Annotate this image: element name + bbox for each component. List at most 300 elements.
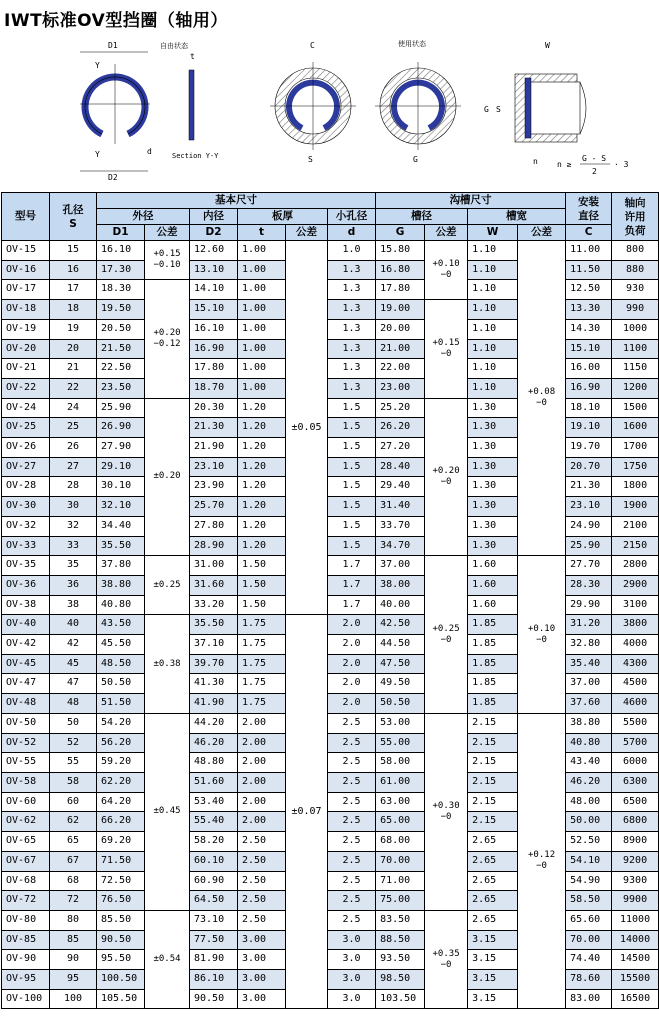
small-hole-cell: 1.5 (328, 398, 376, 418)
t-cell: 1.20 (238, 497, 286, 517)
load-cell: 9300 (612, 871, 659, 891)
c-cell: 43.40 (566, 753, 612, 773)
d1-cell: 62.20 (97, 772, 145, 792)
model-cell: OV-40 (2, 615, 50, 635)
g-cell: 25.20 (376, 398, 425, 418)
hole-cell: 15 (50, 241, 97, 261)
load-cell: 8900 (612, 832, 659, 852)
y-label-bottom: Y (95, 150, 100, 159)
model-cell: OV-52 (2, 733, 50, 753)
load-cell: 14500 (612, 950, 659, 970)
w-cell: 3.15 (468, 970, 518, 990)
g-label: G (413, 155, 418, 164)
hole-cell: 35 (50, 556, 97, 576)
formula-suffix: · 3 (614, 160, 629, 169)
t-cell: 1.00 (238, 300, 286, 320)
d1-cell: 32.10 (97, 497, 145, 517)
load-cell: 1150 (612, 359, 659, 379)
d2-cell: 86.10 (190, 970, 238, 990)
header-d2: D2 (190, 225, 238, 241)
header-groove-dia: 槽径 (376, 209, 468, 225)
d1-cell: 40.80 (97, 595, 145, 615)
g-cell: 47.50 (376, 654, 425, 674)
small-hole-cell: 1.3 (328, 359, 376, 379)
c-label: C (310, 41, 315, 50)
w-cell: 2.65 (468, 891, 518, 911)
d2-cell: 20.30 (190, 398, 238, 418)
model-cell: OV-38 (2, 595, 50, 615)
c-cell: 58.50 (566, 891, 612, 911)
page-title: IWT标准OV型挡圈（轴用） (4, 11, 228, 31)
load-cell: 16500 (612, 989, 659, 1009)
w-cell: 1.10 (468, 339, 518, 359)
t-cell: 1.75 (238, 654, 286, 674)
load-cell: 4300 (612, 654, 659, 674)
d1-cell: 35.50 (97, 536, 145, 556)
d2-cell: 90.50 (190, 989, 238, 1009)
w-cell: 1.85 (468, 694, 518, 714)
t-cell: 2.50 (238, 851, 286, 871)
header-t: t (238, 225, 286, 241)
w-cell: 1.10 (468, 300, 518, 320)
technical-drawing (0, 34, 659, 186)
header-tol1: 公差 (145, 225, 190, 241)
d2-cell: 53.40 (190, 792, 238, 812)
header-inner: 内径 (190, 209, 238, 225)
g-cell: 16.80 (376, 260, 425, 280)
c-cell: 37.00 (566, 674, 612, 694)
load-cell: 6000 (612, 753, 659, 773)
small-hole-cell: 1.5 (328, 516, 376, 536)
thickness-tolerance-cell: ±0.05 (286, 241, 328, 615)
load-cell: 3800 (612, 615, 659, 635)
small-hole-cell: 3.0 (328, 989, 376, 1009)
c-cell: 46.20 (566, 772, 612, 792)
hole-cell: 30 (50, 497, 97, 517)
load-cell: 5700 (612, 733, 659, 753)
header-groove: 沟槽尺寸 (376, 193, 566, 209)
d1-cell: 85.50 (97, 910, 145, 930)
w-cell: 2.65 (468, 851, 518, 871)
w-cell: 1.10 (468, 319, 518, 339)
hole-cell: 80 (50, 910, 97, 930)
d1-cell: 25.90 (97, 398, 145, 418)
g-cell: 27.20 (376, 438, 425, 458)
table-row (2, 713, 659, 733)
groove-tolerance-cell: +0.25 −0 (425, 556, 468, 714)
model-cell: OV-36 (2, 575, 50, 595)
model-cell: OV-95 (2, 970, 50, 990)
g-cell: 33.70 (376, 516, 425, 536)
d1-cell: 20.50 (97, 319, 145, 339)
c-cell: 37.60 (566, 694, 612, 714)
load-cell: 1600 (612, 418, 659, 438)
load-cell: 4000 (612, 635, 659, 655)
d2-cell: 37.10 (190, 635, 238, 655)
small-hole-cell: 1.5 (328, 477, 376, 497)
c-cell: 11.50 (566, 260, 612, 280)
t-cell: 2.00 (238, 792, 286, 812)
d2-cell: 51.60 (190, 772, 238, 792)
t-cell: 1.00 (238, 339, 286, 359)
d1-cell: 26.90 (97, 418, 145, 438)
hole-cell: 58 (50, 772, 97, 792)
load-cell: 9200 (612, 851, 659, 871)
d1-cell: 66.20 (97, 812, 145, 832)
w-cell: 1.30 (468, 497, 518, 517)
model-cell: OV-21 (2, 359, 50, 379)
small-hole-cell: 1.7 (328, 575, 376, 595)
d2-cell: 35.50 (190, 615, 238, 635)
g-cell: 93.50 (376, 950, 425, 970)
d2-cell: 27.80 (190, 516, 238, 536)
d2-cell: 73.10 (190, 910, 238, 930)
small-hole-cell: 1.3 (328, 319, 376, 339)
c-cell: 50.00 (566, 812, 612, 832)
c-cell: 32.80 (566, 635, 612, 655)
model-cell: OV-72 (2, 891, 50, 911)
use-state-drawing-2 (375, 39, 461, 164)
g-cell: 83.50 (376, 910, 425, 930)
hole-cell: 45 (50, 654, 97, 674)
hole-cell: 28 (50, 477, 97, 497)
model-cell: OV-20 (2, 339, 50, 359)
d2-cell: 28.90 (190, 536, 238, 556)
c-cell: 23.10 (566, 497, 612, 517)
hole-cell: 26 (50, 438, 97, 458)
d-label: d (147, 147, 152, 156)
hole-cell: 17 (50, 280, 97, 300)
hole-cell: 33 (50, 536, 97, 556)
c-cell: 14.30 (566, 319, 612, 339)
hole-cell: 36 (50, 575, 97, 595)
small-hole-cell: 1.7 (328, 556, 376, 576)
hole-cell: 62 (50, 812, 97, 832)
hole-cell: 50 (50, 713, 97, 733)
hole-cell: 72 (50, 891, 97, 911)
d2-cell: 60.10 (190, 851, 238, 871)
load-cell: 880 (612, 260, 659, 280)
load-cell: 990 (612, 300, 659, 320)
d2-cell: 48.80 (190, 753, 238, 773)
d1-cell: 30.10 (97, 477, 145, 497)
g-cell: 98.50 (376, 970, 425, 990)
w-cell: 2.15 (468, 772, 518, 792)
small-hole-cell: 1.7 (328, 595, 376, 615)
d2-cell: 23.10 (190, 457, 238, 477)
d1-cell: 27.90 (97, 438, 145, 458)
c-cell: 19.10 (566, 418, 612, 438)
model-cell: OV-24 (2, 398, 50, 418)
model-cell: OV-15 (2, 241, 50, 261)
d1-cell: 51.50 (97, 694, 145, 714)
small-hole-cell: 2.5 (328, 733, 376, 753)
c-cell: 15.10 (566, 339, 612, 359)
g-cell: 34.70 (376, 536, 425, 556)
c-cell: 38.80 (566, 713, 612, 733)
g-cell: 37.00 (376, 556, 425, 576)
width-tolerance-cell: +0.12 −0 (518, 713, 566, 1009)
width-tolerance-cell: +0.10 −0 (518, 556, 566, 714)
w-cell: 1.30 (468, 457, 518, 477)
g-cell: 20.00 (376, 319, 425, 339)
d1-label: D1 (108, 41, 118, 50)
load-cell: 1200 (612, 378, 659, 398)
small-hole-cell: 3.0 (328, 950, 376, 970)
t-cell: 1.20 (238, 536, 286, 556)
model-cell: OV-22 (2, 378, 50, 398)
g-cell: 19.00 (376, 300, 425, 320)
use-state-label: 使用状态 (398, 40, 426, 48)
t-cell: 1.50 (238, 575, 286, 595)
small-hole-cell: 1.3 (328, 260, 376, 280)
w-cell: 1.30 (468, 398, 518, 418)
load-cell: 1750 (612, 457, 659, 477)
groove-tolerance-cell: +0.35 −0 (425, 910, 468, 1009)
header-g: G (376, 225, 425, 241)
table-header (2, 193, 659, 241)
shaft-side-view (484, 41, 629, 176)
hole-cell: 32 (50, 516, 97, 536)
d2-cell: 39.70 (190, 654, 238, 674)
c-cell: 13.30 (566, 300, 612, 320)
t-cell: 2.00 (238, 812, 286, 832)
d2-cell: 16.90 (190, 339, 238, 359)
small-hole-cell: 2.0 (328, 654, 376, 674)
small-hole-cell: 2.5 (328, 812, 376, 832)
load-cell: 1700 (612, 438, 659, 458)
d2-cell: 77.50 (190, 930, 238, 950)
model-cell: OV-17 (2, 280, 50, 300)
model-cell: OV-27 (2, 457, 50, 477)
load-cell: 6300 (612, 772, 659, 792)
hole-cell: 24 (50, 398, 97, 418)
model-cell: OV-90 (2, 950, 50, 970)
g-cell: 55.00 (376, 733, 425, 753)
table-row (2, 241, 659, 261)
g-cell: 29.40 (376, 477, 425, 497)
g-cell: 53.00 (376, 713, 425, 733)
small-hole-cell: 1.0 (328, 241, 376, 261)
spec-table (1, 192, 659, 1009)
d2-cell: 55.40 (190, 812, 238, 832)
small-hole-cell: 2.5 (328, 753, 376, 773)
small-hole-cell: 1.5 (328, 457, 376, 477)
groove-tolerance-cell: +0.30 −0 (425, 713, 468, 910)
small-hole-cell: 1.3 (328, 339, 376, 359)
w-cell: 1.30 (468, 418, 518, 438)
load-cell: 2800 (612, 556, 659, 576)
d2-cell: 23.90 (190, 477, 238, 497)
c-cell: 11.00 (566, 241, 612, 261)
load-cell: 5500 (612, 713, 659, 733)
w-cell: 2.65 (468, 910, 518, 930)
d2-cell: 14.10 (190, 280, 238, 300)
w-cell: 3.15 (468, 950, 518, 970)
c-cell: 31.20 (566, 615, 612, 635)
w-cell: 1.85 (468, 635, 518, 655)
c-cell: 48.00 (566, 792, 612, 812)
c-cell: 35.40 (566, 654, 612, 674)
g-cell: 31.40 (376, 497, 425, 517)
d2-cell: 21.30 (190, 418, 238, 438)
w-cell: 1.30 (468, 438, 518, 458)
model-cell: OV-30 (2, 497, 50, 517)
w-label: W (545, 41, 550, 50)
hole-cell: 20 (50, 339, 97, 359)
table-body (2, 241, 659, 1009)
w-cell: 1.10 (468, 359, 518, 379)
d2-cell: 33.20 (190, 595, 238, 615)
header-outer: 外径 (97, 209, 190, 225)
d1-cell: 90.50 (97, 930, 145, 950)
c-cell: 12.50 (566, 280, 612, 300)
small-hole-cell: 2.0 (328, 615, 376, 635)
small-hole-cell: 2.5 (328, 713, 376, 733)
g-cell: 88.50 (376, 930, 425, 950)
t-cell: 1.00 (238, 319, 286, 339)
hole-cell: 67 (50, 851, 97, 871)
t-cell: 3.00 (238, 989, 286, 1009)
t-cell: 2.00 (238, 733, 286, 753)
n-label: n (533, 157, 538, 166)
w-cell: 1.30 (468, 477, 518, 497)
g-cell: 44.50 (376, 635, 425, 655)
w-cell: 1.10 (468, 241, 518, 261)
d1-cell: 72.50 (97, 871, 145, 891)
hole-cell: 18 (50, 300, 97, 320)
c-cell: 54.10 (566, 851, 612, 871)
t-cell: 2.00 (238, 713, 286, 733)
c-cell: 18.10 (566, 398, 612, 418)
outer-tolerance-cell: ±0.38 (145, 615, 190, 714)
t-cell: 2.50 (238, 910, 286, 930)
d1-cell: 23.50 (97, 378, 145, 398)
d2-label: D2 (108, 173, 118, 182)
t-cell: 2.50 (238, 832, 286, 852)
small-hole-cell: 1.3 (328, 300, 376, 320)
d2-cell: 60.90 (190, 871, 238, 891)
t-cell: 1.20 (238, 398, 286, 418)
small-hole-cell: 1.5 (328, 536, 376, 556)
small-hole-cell: 2.5 (328, 851, 376, 871)
d1-cell: 16.10 (97, 241, 145, 261)
hole-cell: 52 (50, 733, 97, 753)
g-cell: 50.50 (376, 694, 425, 714)
outer-tolerance-cell: ±0.20 (145, 398, 190, 556)
load-cell: 1900 (612, 497, 659, 517)
t-cell: 1.75 (238, 615, 286, 635)
outer-tolerance-cell: ±0.54 (145, 910, 190, 1009)
g-cell: 21.00 (376, 339, 425, 359)
t-cell: 2.50 (238, 891, 286, 911)
header-small-hole: 小孔径 (328, 209, 376, 225)
d2-cell: 64.50 (190, 891, 238, 911)
w-cell: 2.15 (468, 812, 518, 832)
d2-cell: 13.10 (190, 260, 238, 280)
hole-cell: 85 (50, 930, 97, 950)
d2-cell: 17.80 (190, 359, 238, 379)
model-cell: OV-50 (2, 713, 50, 733)
header-basic: 基本尺寸 (97, 193, 376, 209)
d1-cell: 64.20 (97, 792, 145, 812)
d2-cell: 12.60 (190, 241, 238, 261)
g-cell: 103.50 (376, 989, 425, 1009)
w-cell: 2.15 (468, 733, 518, 753)
model-cell: OV-62 (2, 812, 50, 832)
hole-cell: 21 (50, 359, 97, 379)
load-cell: 1800 (612, 477, 659, 497)
hole-cell: 68 (50, 871, 97, 891)
header-hole: 孔径 S (50, 193, 97, 241)
header-c: C (566, 225, 612, 241)
header-groove-width: 槽宽 (468, 209, 566, 225)
d1-cell: 105.50 (97, 989, 145, 1009)
load-cell: 4500 (612, 674, 659, 694)
model-cell: OV-100 (2, 989, 50, 1009)
t-cell: 1.75 (238, 694, 286, 714)
model-cell: OV-33 (2, 536, 50, 556)
t-cell: 3.00 (238, 950, 286, 970)
load-cell: 1100 (612, 339, 659, 359)
c-cell: 40.80 (566, 733, 612, 753)
g-cell: 71.00 (376, 871, 425, 891)
load-cell: 2150 (612, 536, 659, 556)
t-cell: 1.20 (238, 477, 286, 497)
model-cell: OV-32 (2, 516, 50, 536)
d2-cell: 44.20 (190, 713, 238, 733)
model-cell: OV-55 (2, 753, 50, 773)
g-cell: 49.50 (376, 674, 425, 694)
w-cell: 3.15 (468, 989, 518, 1009)
hole-cell: 38 (50, 595, 97, 615)
outer-tolerance-cell: +0.15 −0.10 (145, 241, 190, 280)
model-cell: OV-16 (2, 260, 50, 280)
t-cell: 1.00 (238, 378, 286, 398)
w-cell: 1.85 (468, 615, 518, 635)
model-cell: OV-65 (2, 832, 50, 852)
d1-cell: 56.20 (97, 733, 145, 753)
d2-cell: 31.60 (190, 575, 238, 595)
w-cell: 2.65 (468, 871, 518, 891)
d2-cell: 21.90 (190, 438, 238, 458)
d1-cell: 34.40 (97, 516, 145, 536)
t-cell: 3.00 (238, 930, 286, 950)
d1-cell: 54.20 (97, 713, 145, 733)
t-cell: 1.00 (238, 359, 286, 379)
hole-cell: 19 (50, 319, 97, 339)
d2-cell: 41.30 (190, 674, 238, 694)
hole-cell: 60 (50, 792, 97, 812)
t-cell: 1.75 (238, 674, 286, 694)
g-cell: 23.00 (376, 378, 425, 398)
d1-cell: 37.80 (97, 556, 145, 576)
model-cell: OV-45 (2, 654, 50, 674)
t-cell: 1.00 (238, 260, 286, 280)
hole-cell: 100 (50, 989, 97, 1009)
g-cell: 38.00 (376, 575, 425, 595)
load-cell: 2100 (612, 516, 659, 536)
load-cell: 3100 (612, 595, 659, 615)
g-cell: 61.00 (376, 772, 425, 792)
d1-cell: 71.50 (97, 851, 145, 871)
groove-tolerance-cell: +0.20 −0 (425, 398, 468, 556)
t-label: t (190, 52, 195, 61)
y-label-top: Y (95, 61, 100, 70)
g-cell: 15.80 (376, 241, 425, 261)
w-cell: 2.15 (468, 753, 518, 773)
c-cell: 20.70 (566, 457, 612, 477)
